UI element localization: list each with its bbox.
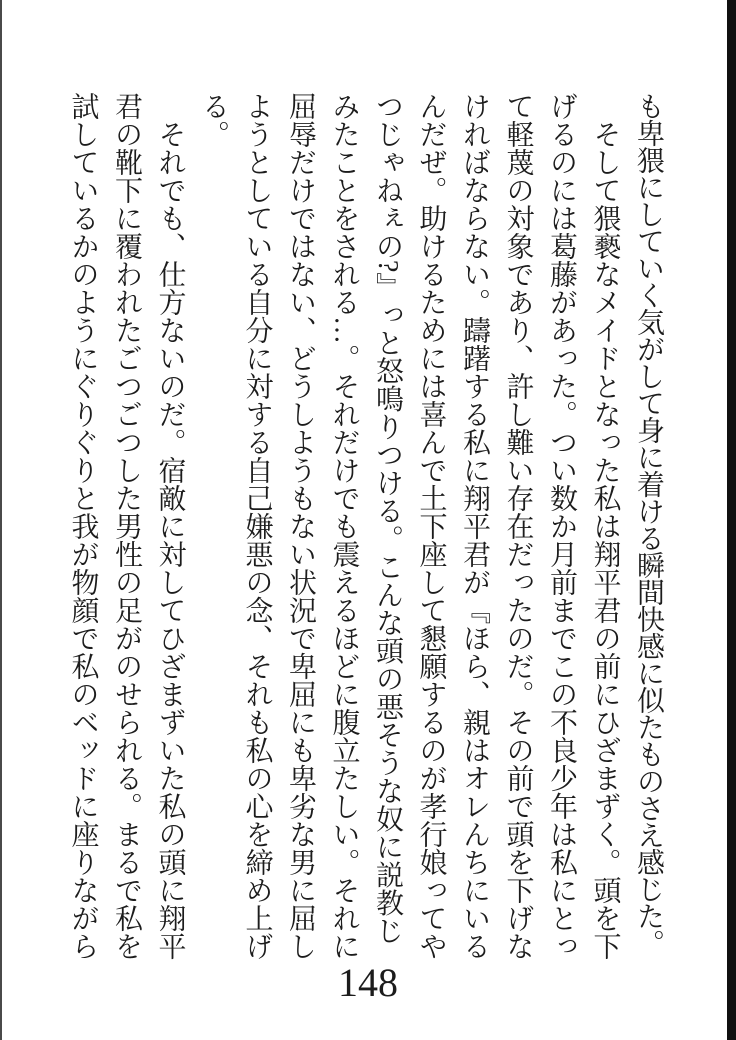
paragraph-3: それでも、仕方ないのだ。宿敵に対してひざまずいた私の頭に翔平君の靴下に覆われたごつごつした男性の足がのせられる。まるで私を試しているかのようにぐりぐりと我が物顔で私のベッドに座りながら <box>67 92 186 960</box>
scan-edge-left <box>0 0 2 1040</box>
paragraph-2: そして猥褻なメイドとなった私は翔平君の前にひざまずく。頭を下げるのには葛藤があった。つい数か月前までこの不良少年は私にとって軽蔑の対象であり、許し難い存在だったのだ。その前で頭を下げなければならない。躊躇する私に翔平君が『ほら、親はオレんちにいるんだぜ。助けるためには喜んで土下座して懇願するのが孝行娘ってやつじゃねぇの?』っと怒鳴りつける。こんな頭の悪そうな奴に説教じみたことをされる…。それだけでも震えるほどに腹立たしい。それに屈辱だけではない、どうしようもない状況で卑屈にも卑劣な男に屈しようとしている自分に対する自己嫌悪の念、それも私の心を締め上げる。 <box>198 92 621 960</box>
page-number: 148 <box>338 960 398 1005</box>
scan-edge-right <box>727 0 736 1040</box>
paragraph-1: も卑猥にしていく気がして身に着ける瞬間快感に似たものさえ感じた。 <box>633 92 664 956</box>
page-text <box>55 92 670 960</box>
